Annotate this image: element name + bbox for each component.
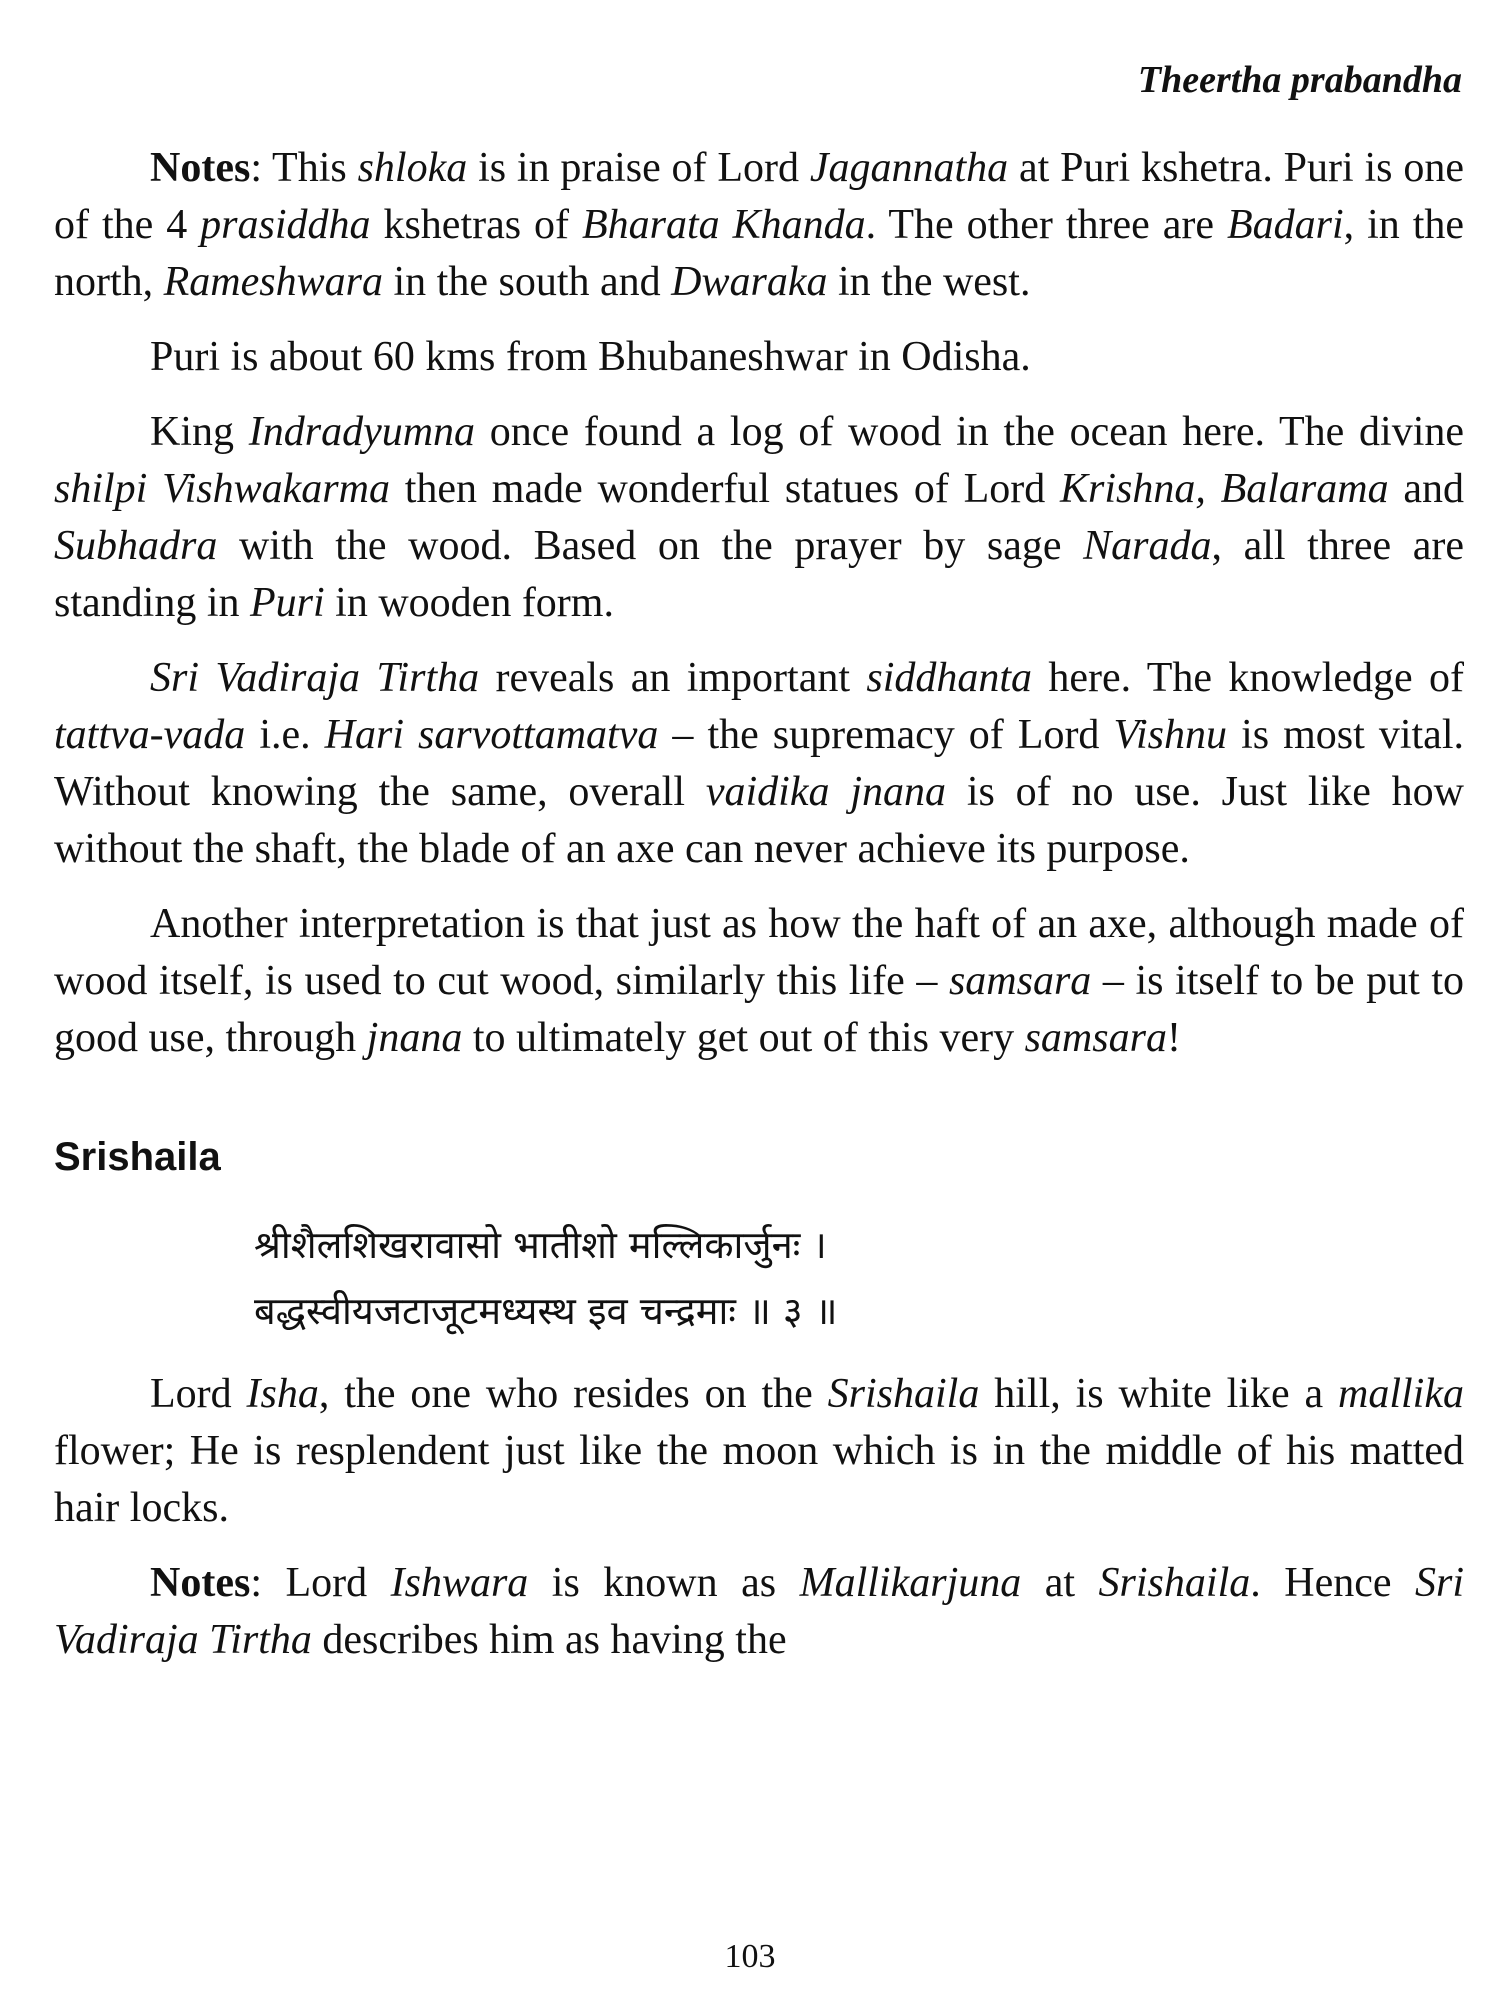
italic-run: Jagannatha xyxy=(809,145,1009,191)
bold-run: Notes xyxy=(150,145,251,191)
paragraph xyxy=(54,140,1464,311)
italic-run: Bharata Khanda xyxy=(582,202,866,248)
italic-run: Dwaraka xyxy=(671,259,828,305)
text-run: is of no use. Just like how without the shaft, the blade of an axe can never achieve its purpose. xyxy=(54,769,1465,872)
italic-run: mallika xyxy=(1338,1371,1464,1417)
text-run: King xyxy=(150,409,249,455)
italic-run: Rameshwara xyxy=(163,259,383,305)
sanskrit-verse xyxy=(54,1212,1464,1344)
bold-run: Notes xyxy=(150,1560,251,1606)
text-run: . Hence xyxy=(1250,1560,1415,1606)
italic-run: Krishna, Balarama xyxy=(1059,466,1389,512)
italic-run: shilpi Vishwakarma xyxy=(54,466,390,512)
paragraph xyxy=(54,650,1464,878)
italic-run: Sri Vadiraja Tirtha xyxy=(54,1560,1464,1663)
text-run: flower; He is resplendent just like the moon which is in the middle of his matted hair locks. xyxy=(54,1428,1464,1531)
text-run: and xyxy=(1388,466,1464,512)
paragraph xyxy=(54,1555,1464,1669)
text-run: once found a log of wood in the ocean here. The divine xyxy=(475,409,1465,455)
text-run: then made wonderful statues of Lord xyxy=(389,466,1060,512)
page-number: 103 xyxy=(724,1938,776,1975)
text-run: . The other three are xyxy=(865,202,1227,248)
verse-line: बद्धस्वीयजटाजूटमध्यस्थ इव चन्द्रमाः ॥ ३ ॥ xyxy=(254,1289,838,1333)
italic-run: Mallikarjuna xyxy=(799,1560,1022,1606)
text-run: with the wood. Based on the prayer by sage xyxy=(217,523,1084,569)
italic-run: Sri Vadiraja Tirtha xyxy=(150,655,480,701)
italic-run: prasiddha xyxy=(200,202,371,248)
text-run: : This xyxy=(250,145,358,191)
italic-run: Srishaila xyxy=(827,1371,980,1417)
text-run: kshetras of xyxy=(370,202,582,248)
italic-run: Vishnu xyxy=(1113,712,1228,758)
italic-run: jnana xyxy=(366,1015,463,1061)
italic-run: vaidika jnana xyxy=(705,769,946,815)
italic-run: Indradyumna xyxy=(248,409,476,455)
text-run: ! xyxy=(1166,1015,1181,1061)
text-run: to ultimately get out of this very xyxy=(462,1015,1025,1061)
italic-run: Hari sarvottamatva xyxy=(324,712,659,758)
italic-run: Ishwara xyxy=(390,1560,529,1606)
text-run: at xyxy=(1021,1560,1099,1606)
text-run: reveals an important xyxy=(479,655,867,701)
paragraph xyxy=(54,329,1464,386)
italic-run: tattva-vada xyxy=(54,712,246,758)
text-run: Puri is about 60 kms from Bhubaneshwar in Odisha. xyxy=(150,334,1031,380)
italic-run: Badari xyxy=(1226,202,1344,248)
text-run: – the supremacy of Lord xyxy=(658,712,1114,758)
text-run: is in praise of Lord xyxy=(467,145,810,191)
text-run: , in the north, xyxy=(54,202,1465,305)
text-run: : Lord xyxy=(250,1560,391,1606)
text-run: describes him as having the xyxy=(311,1617,787,1663)
paragraph xyxy=(54,1366,1464,1537)
text-run: is known as xyxy=(528,1560,800,1606)
verse-line: श्रीशैलशिखरावासो भातीशो मल्लिकार्जुनः । xyxy=(254,1223,827,1267)
text-run: here. The knowledge of xyxy=(1032,655,1464,701)
italic-run: Isha xyxy=(246,1371,319,1417)
text-run: hill, is white like a xyxy=(979,1371,1339,1417)
text-run: in the south and xyxy=(383,259,672,305)
text-run: , all three are standing in xyxy=(54,523,1465,626)
paragraph xyxy=(54,404,1464,632)
text-run: – is itself to be put to good use, through xyxy=(54,958,1464,1061)
text-run: , the one who resides on the xyxy=(318,1371,828,1417)
italic-run: shloka xyxy=(357,145,468,191)
text-run: i.e. xyxy=(245,712,325,758)
italic-run: Puri xyxy=(250,580,325,626)
body-text xyxy=(54,140,1464,1687)
text-run: in wooden form. xyxy=(324,580,614,626)
text-run: Another interpretation is that just as how the haft of an axe, although made of wood itself, is used to cut wood, similarly this life – xyxy=(54,901,1464,1004)
text-run: Lord xyxy=(150,1371,247,1417)
italic-run: Narada xyxy=(1083,523,1212,569)
text-run: in the west. xyxy=(827,259,1031,305)
italic-run: Subhadra xyxy=(54,523,218,569)
italic-run: Srishaila xyxy=(1098,1560,1251,1606)
italic-run: samsara xyxy=(1024,1015,1167,1061)
text-run: at Puri kshetra. Puri is one of the 4 xyxy=(54,145,1464,248)
paragraph xyxy=(54,896,1464,1067)
italic-run: samsara xyxy=(948,958,1092,1004)
text-run: is most vital. Without knowing the same, overall xyxy=(54,712,1464,815)
section-heading: Srishaila xyxy=(54,1135,221,1179)
italic-run: siddhanta xyxy=(866,655,1033,701)
running-header: Theertha prabandha xyxy=(1137,59,1462,101)
